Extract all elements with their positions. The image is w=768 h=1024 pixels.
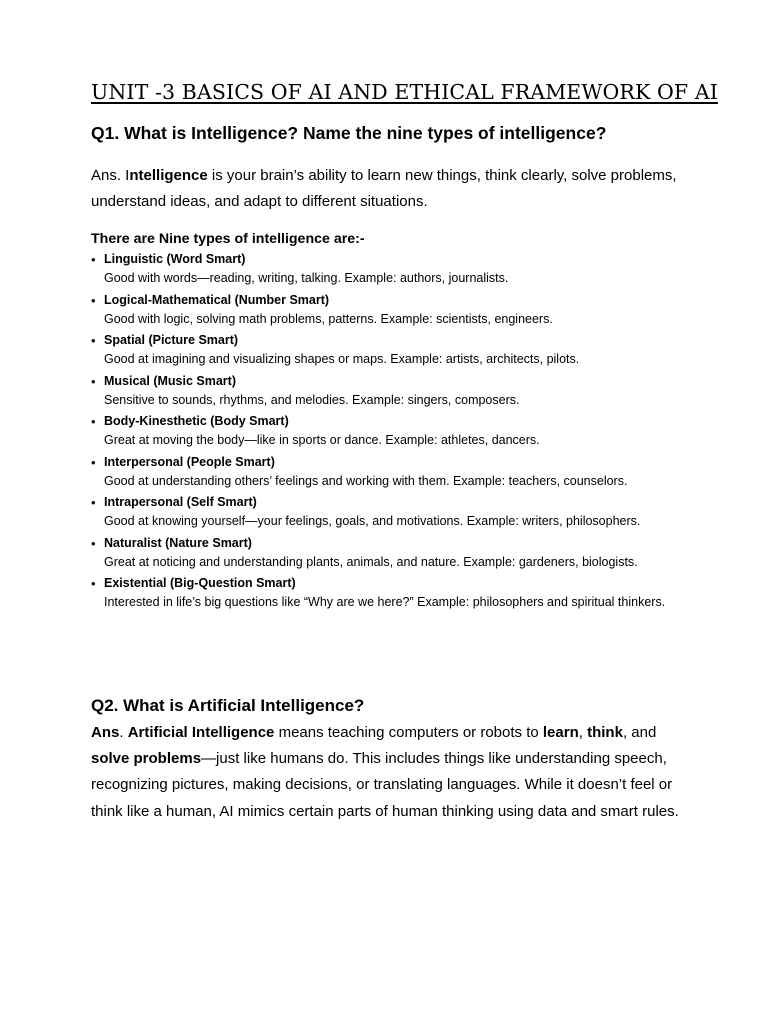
- bullet-icon: •: [91, 454, 96, 470]
- intelligence-type-description: Good at imagining and visualizing shapes or maps. Example: artists, architects, pilots.: [104, 352, 580, 366]
- bullet-icon: •: [91, 333, 96, 348]
- ans-label: Ans: [91, 724, 120, 741]
- answer-text-1: means teaching computers or robots to: [274, 724, 543, 741]
- list-item: [91, 412, 691, 449]
- bullet-icon: •: [91, 292, 96, 308]
- bullet-icon: •: [91, 373, 96, 389]
- keyword-solve-problems: solve problems: [91, 750, 202, 768]
- list-item: [91, 493, 691, 530]
- ai-term: Artificial Intelligence: [127, 724, 275, 741]
- intelligence-type-title: Naturalist (Nature Smart): [104, 535, 252, 550]
- keyword-think: think: [587, 724, 623, 741]
- answer-keyword: ntelligence: [129, 167, 208, 184]
- unit-title: UNIT -3 BASICS OF AI AND ETHICAL FRAMEWORK OF AI: [91, 80, 718, 104]
- intelligence-type-description: Good with words—reading, writing, talking. Example: authors, journalists.: [104, 271, 509, 285]
- answer-text-3: —just like humans do. This includes things like understanding speech, recognizing pictures, making decisions, or translating languages. While it doesn’t feel or think like a human, AI mimics certain parts of human thinking using data and smart rules.: [91, 750, 679, 820]
- comma-separator: ,: [578, 724, 588, 741]
- answer-text: is your brain’s ability to learn new things, think clearly, solve problems, understand ideas, and adapt to different situations.: [91, 167, 677, 210]
- list-item: [91, 291, 691, 328]
- question-1-answer: [91, 163, 691, 215]
- intelligence-type-title: Logical-Mathematical (Number Smart): [104, 292, 330, 307]
- intelligence-type-description: Interested in life’s big questions like “Why are we here?” Example: philosophers and spiritual thinkers.: [104, 595, 666, 609]
- list-item: [91, 534, 691, 571]
- intelligence-type-description: Great at noticing and understanding plants, animals, and nature. Example: gardeners, biologists.: [104, 554, 638, 569]
- list-item: [91, 331, 691, 368]
- intelligence-type-description: Good at understanding others’ feelings and working with them. Example: teachers, counselors.: [104, 473, 628, 488]
- intelligence-type-description: Great at moving the body—like in sports or dance. Example: athletes, dancers.: [104, 433, 540, 447]
- answer-prefix: Ans. I: [91, 167, 130, 184]
- intelligence-type-title: Linguistic (Word Smart): [104, 252, 246, 266]
- intelligence-type-title: Interpersonal (People Smart): [104, 454, 275, 469]
- intelligence-type-title: Existential (Big-Question Smart): [104, 576, 296, 590]
- ans-dot: .: [119, 724, 128, 741]
- list-item: [91, 574, 691, 611]
- types-heading: There are Nine types of intelligence are:-: [91, 231, 365, 247]
- bullet-icon: •: [91, 495, 96, 510]
- keyword-learn: learn: [542, 724, 579, 741]
- bullet-icon: •: [91, 252, 96, 267]
- bullet-icon: •: [91, 535, 96, 551]
- question-2-answer: [91, 720, 681, 825]
- list-item: [91, 250, 691, 287]
- bullet-icon: •: [91, 576, 96, 591]
- intelligence-type-title: Body-Kinesthetic (Body Smart): [104, 414, 289, 428]
- intelligence-type-title: Musical (Music Smart): [104, 373, 236, 388]
- intelligence-type-description: Good at knowing yourself—your feelings, goals, and motivations. Example: writers, philosophers.: [104, 514, 641, 528]
- question-1-heading: Q1. What is Intelligence? Name the nine types of intelligence?: [91, 123, 607, 143]
- intelligence-type-title: Intrapersonal (Self Smart): [104, 495, 257, 509]
- list-item: [91, 372, 691, 409]
- answer-text-2: , and: [622, 724, 657, 741]
- list-item: [91, 453, 691, 490]
- question-2-heading: Q2. What is Artificial Intelligence?: [91, 696, 365, 715]
- intelligence-type-description: Sensitive to sounds, rhythms, and melodies. Example: singers, composers.: [104, 392, 520, 407]
- bullet-icon: •: [91, 414, 96, 429]
- intelligence-types-list: [91, 250, 691, 615]
- intelligence-type-description: Good with logic, solving math problems, patterns. Example: scientists, engineers.: [104, 311, 553, 326]
- intelligence-type-title: Spatial (Picture Smart): [104, 333, 239, 347]
